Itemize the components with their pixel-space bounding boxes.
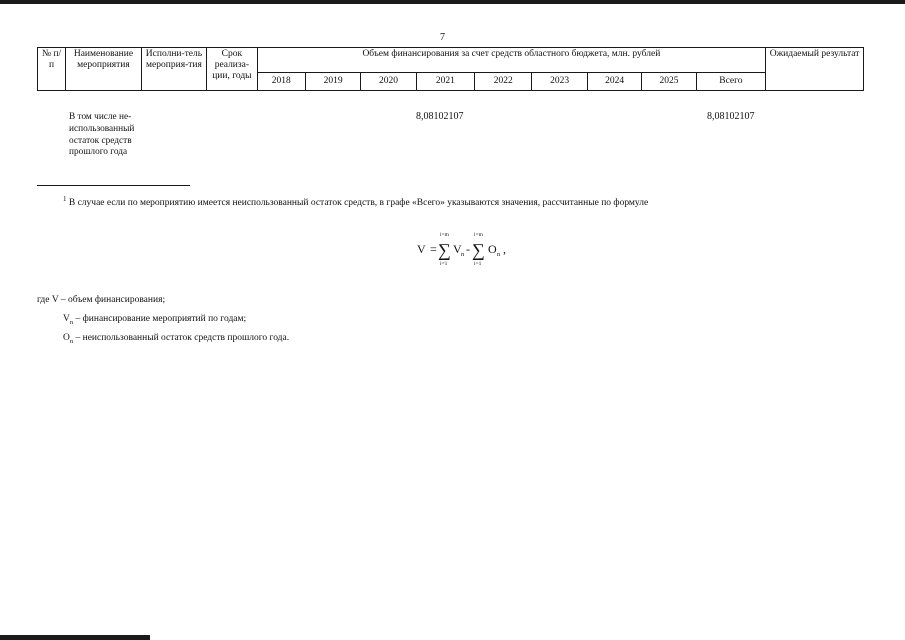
formula-sum1-bottom: i=1 bbox=[440, 261, 448, 267]
header-total: Всего bbox=[696, 73, 766, 91]
formula-term2: O bbox=[488, 242, 497, 256]
footnote bbox=[63, 195, 648, 208]
header-year-2019: 2019 bbox=[305, 73, 360, 91]
formula-sum2-top: i=m bbox=[474, 232, 483, 238]
legend-line-3 bbox=[63, 333, 289, 345]
formula-trailing: , bbox=[503, 242, 506, 256]
page-number: 7 bbox=[440, 32, 445, 43]
header-year-2022: 2022 bbox=[475, 73, 532, 91]
formula-minus: - bbox=[466, 242, 470, 256]
footnote-mark: 1 bbox=[63, 195, 67, 203]
formula-term1-sub: n bbox=[461, 251, 465, 258]
header-year-2018: 2018 bbox=[257, 73, 305, 91]
legend-line-2-symbol: V bbox=[63, 314, 70, 324]
header-executor: Исполни-тель мероприя-тия bbox=[141, 48, 206, 91]
header-year-2025: 2025 bbox=[642, 73, 696, 91]
row-value-total: 8,08102107 bbox=[707, 111, 755, 122]
header-number: № п/п bbox=[38, 48, 66, 91]
funding-table-header bbox=[37, 47, 864, 91]
formula-term2-sub: n bbox=[497, 251, 501, 258]
scan-bottom-edge bbox=[0, 635, 150, 640]
footnote-text: В случае если по мероприятию имеется неиспользованный остаток средств, в графе «Всего» указываются значения, рассчитанные по формуле bbox=[68, 198, 649, 209]
formula-lhs: V bbox=[417, 242, 426, 256]
row-activity-name: В том числе не-использованный остаток средств прошлого года bbox=[69, 112, 135, 158]
header-expected-result: Ожидаемый результат bbox=[766, 48, 864, 91]
formula-sum2-sign: ∑ bbox=[472, 240, 485, 260]
formula-term1: V bbox=[453, 242, 462, 256]
formula-sum1-sign: ∑ bbox=[438, 240, 451, 260]
header-activity-name: Наименование мероприятия bbox=[66, 48, 142, 91]
legend-line-1: где V – объем финансирования; bbox=[37, 295, 166, 305]
legend-line-2-sub: n bbox=[69, 318, 74, 326]
header-year-2024: 2024 bbox=[587, 73, 641, 91]
scan-top-edge bbox=[0, 0, 905, 4]
formula-sum1-top: i=m bbox=[440, 232, 449, 238]
footnote-separator bbox=[37, 185, 190, 186]
header-term: Срок реализа-ции, годы bbox=[207, 48, 257, 91]
formula-sum2-bottom: i=1 bbox=[474, 261, 482, 267]
legend-line-2-text: – финансирование мероприятий по годам; bbox=[73, 314, 247, 324]
legend-line-3-text: – неиспользованный остаток средств прошлого года. bbox=[73, 333, 290, 343]
legend-line-3-symbol: O bbox=[63, 333, 70, 343]
legend-line-3-sub: n bbox=[69, 337, 74, 345]
header-year-2020: 2020 bbox=[361, 73, 416, 91]
formula-equals: = bbox=[430, 242, 437, 256]
header-year-2023: 2023 bbox=[532, 73, 587, 91]
header-year-2021: 2021 bbox=[416, 73, 474, 91]
header-funding: Объем финансирования за счет средств областного бюджета, млн. рублей bbox=[257, 48, 766, 73]
legend-line-2 bbox=[63, 314, 246, 326]
row-value-2021: 8,08102107 bbox=[416, 111, 464, 122]
